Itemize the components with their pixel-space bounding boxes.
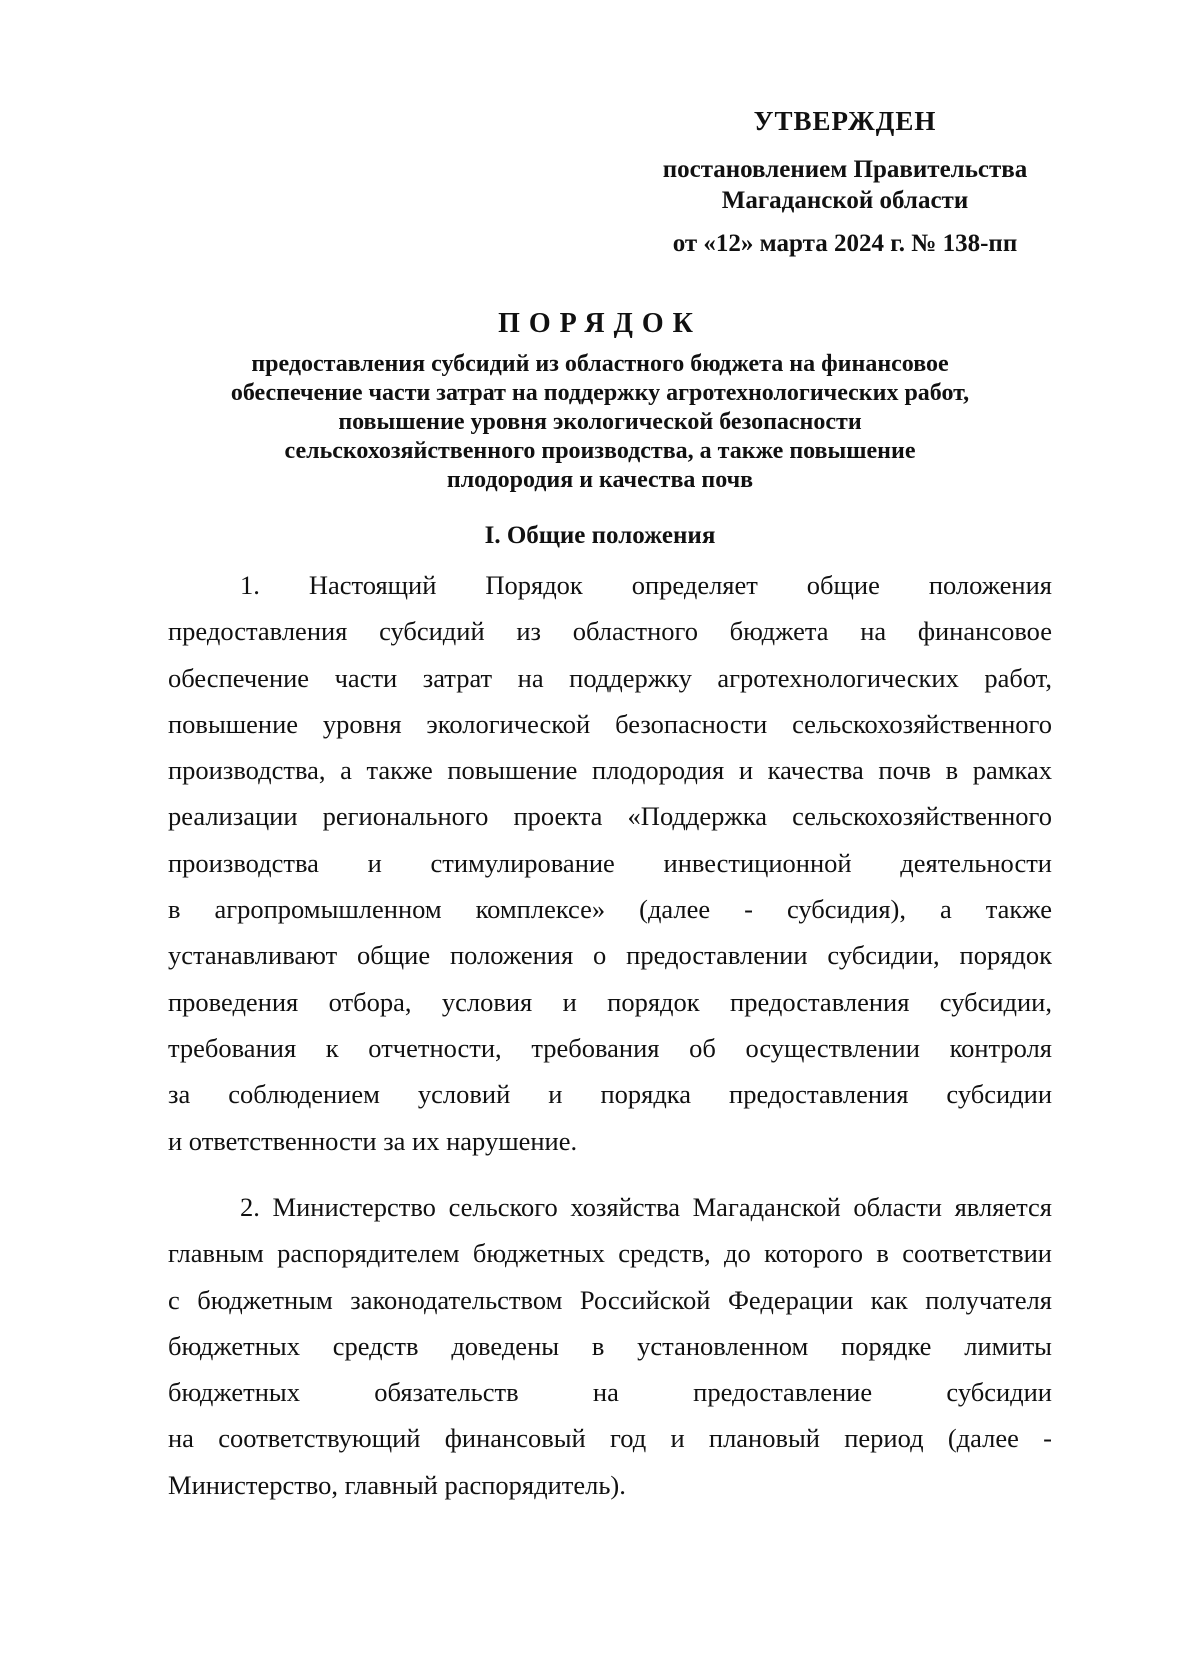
approval-date-number-line: от «12» марта 2024 г. № 138-пп xyxy=(672,230,1018,257)
paragraph-line: и ответственности за их нарушение. xyxy=(168,1125,578,1156)
paragraph-line: Министерство, главный распорядитель). xyxy=(168,1469,626,1500)
paragraph-line: предоставления субсидий из областного бюджета на финансовое xyxy=(168,616,1052,647)
paragraph-line: проведения отбора, условия и порядок предоставления субсидии, xyxy=(168,986,1052,1017)
subtitle-line: повышение уровня экологической безопасности xyxy=(338,409,862,435)
paragraph-line: требования к отчетности, требования об осуществлении контроля xyxy=(168,1032,1052,1063)
approval-stamp-heading: УТВЕРЖДЕН xyxy=(753,106,937,136)
paragraph-line: на соответствующий финансовый год и плановый период (далее - xyxy=(168,1423,1052,1454)
paragraph-line: 2. Министерство сельского хозяйства Магаданской области является xyxy=(240,1192,1052,1222)
paragraph-line: производства и стимулирование инвестиционной деятельности xyxy=(168,847,1052,878)
paragraph-line: бюджетных обязательств на предоставление субсидии xyxy=(168,1377,1052,1408)
approval-region-line: Магаданской области xyxy=(721,187,969,214)
document-title: ПОРЯДОК xyxy=(498,308,702,339)
paragraph-line: реализации регионального проекта «Поддержка сельскохозяйственного xyxy=(168,801,1052,832)
approval-decree-line: постановлением Правительства xyxy=(662,156,1028,183)
approval-block xyxy=(610,106,1080,259)
paragraph-line: за соблюдением условий и порядка предоставления субсидии xyxy=(168,1079,1052,1110)
paragraph-line: главным распорядителем бюджетных средств, до которого в соответствии xyxy=(168,1238,1052,1269)
paragraph-2 xyxy=(168,1184,1052,1508)
paragraph-line: бюджетных средств доведены в установленном порядке лимиты xyxy=(168,1330,1052,1361)
paragraph-line: производства, а также повышение плодородия и качества почв в рамках xyxy=(168,755,1052,786)
subtitle-line: предоставления субсидий из областного бюджета на финансовое xyxy=(251,351,949,377)
paragraph-line: 1. Настоящий Порядок определяет общие положения xyxy=(240,570,1052,600)
paragraph-line: обеспечение части затрат на поддержку агротехнологических работ, xyxy=(168,662,1052,693)
document-subtitle xyxy=(160,350,1040,495)
section-heading: I. Общие положения xyxy=(484,522,716,549)
paragraph-line: в агропромышленном комплексе» (далее - субсидия), а также xyxy=(168,894,1052,925)
subtitle-line: обеспечение части затрат на поддержку агротехнологических работ, xyxy=(230,380,970,406)
paragraph-line: повышение уровня экологической безопасности сельскохозяйственного xyxy=(168,708,1052,739)
paragraph-1 xyxy=(168,562,1052,1164)
subtitle-line: сельскохозяйственного производства, а также повышение xyxy=(284,438,916,464)
paragraph-line: с бюджетным законодательством Российской Федерации как получателя xyxy=(168,1284,1052,1315)
paragraph-line: устанавливают общие положения о предоставлении субсидии, порядок xyxy=(168,940,1052,971)
subtitle-line: плодородия и качества почв xyxy=(446,467,754,493)
